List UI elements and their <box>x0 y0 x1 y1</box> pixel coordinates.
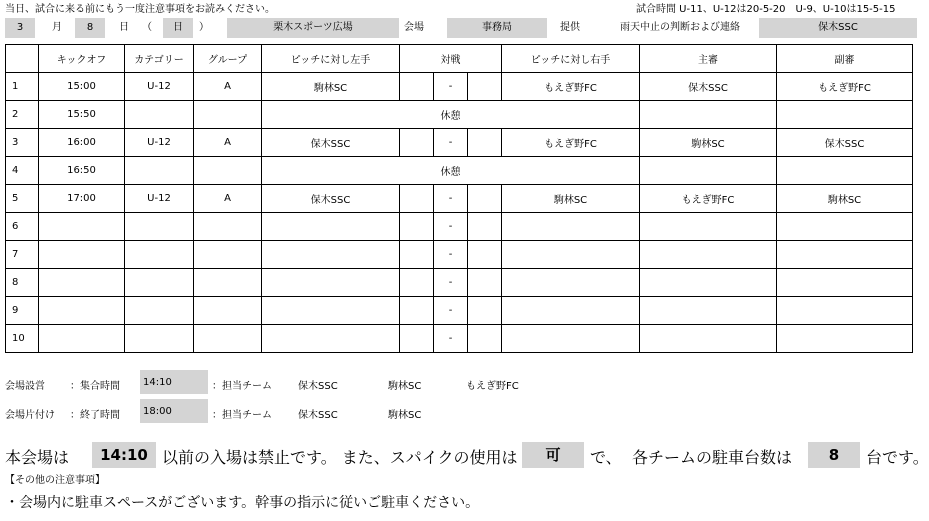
assistant-referee-cell <box>777 241 913 269</box>
row-number: 5 <box>6 185 39 213</box>
row-number: 4 <box>6 157 39 185</box>
left-score-cell <box>400 185 434 213</box>
kickoff-time <box>39 297 125 325</box>
right-score-cell <box>468 241 502 269</box>
notice-part3: で、 <box>590 448 622 467</box>
referee-cell <box>640 213 777 241</box>
setup-team-1: 保木SSC <box>298 381 338 392</box>
cleanup-time: 18:00 <box>143 406 172 417</box>
month-value: 3 <box>5 18 35 38</box>
left-team-cell <box>262 325 400 353</box>
group-cell: A <box>194 185 262 213</box>
month-label: 月 <box>52 22 62 33</box>
group-cell <box>194 241 262 269</box>
table-row <box>6 73 913 101</box>
setup-time-label: ：集合時間 <box>70 381 120 392</box>
header-cell-match: 対戦 <box>400 45 502 73</box>
header-cell-assistant-referee: 副審 <box>777 45 913 73</box>
header-cell-no <box>6 45 39 73</box>
setup-team-label: ：担当チーム <box>212 381 272 392</box>
left-team-cell <box>262 297 400 325</box>
versus-dash: - <box>434 129 468 157</box>
versus-dash: - <box>434 269 468 297</box>
table-row <box>6 297 913 325</box>
day-value: 8 <box>75 18 105 38</box>
left-score-cell <box>400 269 434 297</box>
left-team-cell: 保木SSC <box>262 185 400 213</box>
top-note-right: 試合時間 U-11、U-12は20-5-20 U-9、U-10は15-5-15 <box>636 4 896 15</box>
right-team-cell: もえぎ野FC <box>502 73 640 101</box>
row-number: 2 <box>6 101 39 129</box>
notice-part5: 台です。 <box>866 448 929 467</box>
left-score-cell <box>400 325 434 353</box>
group-cell: A <box>194 73 262 101</box>
row-number: 10 <box>6 325 39 353</box>
table-header-row <box>6 45 913 73</box>
right-team-cell: もえぎ野FC <box>502 129 640 157</box>
category-cell: U-12 <box>125 73 194 101</box>
left-team-cell <box>262 213 400 241</box>
table-row <box>6 185 913 213</box>
cleanup-team-1: 保木SSC <box>298 410 338 421</box>
right-score-cell <box>468 213 502 241</box>
right-score-cell <box>468 297 502 325</box>
setup-time: 14:10 <box>143 377 172 388</box>
category-cell <box>125 157 194 185</box>
table-row <box>6 157 913 185</box>
category-cell: U-12 <box>125 185 194 213</box>
left-score-cell <box>400 129 434 157</box>
spike-box: 可 <box>522 442 584 468</box>
break-label: 休憩 <box>262 157 640 185</box>
row-number: 6 <box>6 213 39 241</box>
weekday-value: 日 <box>163 18 193 38</box>
right-team-cell <box>502 269 640 297</box>
notice-part4: 各チームの駐車台数は <box>632 448 793 467</box>
cleanup-label: 会場片付け <box>5 410 55 421</box>
versus-dash: - <box>434 185 468 213</box>
left-score-cell <box>400 241 434 269</box>
assistant-referee-cell <box>777 325 913 353</box>
right-team-cell <box>502 213 640 241</box>
right-score-cell <box>468 269 502 297</box>
group-cell: A <box>194 129 262 157</box>
paren-open: （ <box>142 22 152 33</box>
assistant-referee-cell <box>777 213 913 241</box>
kickoff-time <box>39 269 125 297</box>
schedule-table <box>5 44 913 353</box>
kickoff-time: 17:00 <box>39 185 125 213</box>
header-cell-category: カテゴリー <box>125 45 194 73</box>
notice-part1: 本会場は <box>5 448 70 467</box>
right-team-cell <box>502 325 640 353</box>
left-team-cell: 駒林SC <box>262 73 400 101</box>
setup-team-3: もえぎ野FC <box>466 381 519 392</box>
row-number: 7 <box>6 241 39 269</box>
category-cell <box>125 269 194 297</box>
kickoff-time: 16:50 <box>39 157 125 185</box>
left-team-cell <box>262 241 400 269</box>
versus-dash: - <box>434 213 468 241</box>
category-cell <box>125 241 194 269</box>
left-team-cell: 保木SSC <box>262 129 400 157</box>
day-label: 日 <box>119 22 129 33</box>
row-number: 8 <box>6 269 39 297</box>
category-cell: U-12 <box>125 129 194 157</box>
versus-dash: - <box>434 241 468 269</box>
category-cell <box>125 297 194 325</box>
kickoff-time <box>39 325 125 353</box>
right-score-cell <box>468 129 502 157</box>
referee-cell: もえぎ野FC <box>640 185 777 213</box>
table-row <box>6 269 913 297</box>
header-cell-referee: 主審 <box>640 45 777 73</box>
header-cell-left-team: ピッチに対し左手 <box>262 45 400 73</box>
right-team-cell: 駒林SC <box>502 185 640 213</box>
assistant-referee-cell: 保木SSC <box>777 129 913 157</box>
other-notes-heading: 【その他の注意事項】 <box>5 475 105 486</box>
assistant-referee-cell <box>777 157 913 185</box>
header-cell-group: グループ <box>194 45 262 73</box>
entry-time-box: 14:10 <box>92 442 156 468</box>
rain-label: 雨天中止の判断および連絡 <box>620 22 740 33</box>
assistant-referee-cell: もえぎ野FC <box>777 73 913 101</box>
row-number: 3 <box>6 129 39 157</box>
group-cell <box>194 213 262 241</box>
cleanup-time-label: ：終了時間 <box>70 410 120 421</box>
header-cell-right-team: ピッチに対し右手 <box>502 45 640 73</box>
left-score-cell <box>400 73 434 101</box>
category-cell <box>125 213 194 241</box>
paren-close: ） <box>199 22 209 33</box>
referee-cell <box>640 325 777 353</box>
group-cell <box>194 101 262 129</box>
left-score-cell <box>400 213 434 241</box>
row-number: 1 <box>6 73 39 101</box>
referee-cell <box>640 297 777 325</box>
setup-team-2: 駒林SC <box>388 381 422 392</box>
header-cell-kickoff: キックオフ <box>39 45 125 73</box>
versus-dash: - <box>434 297 468 325</box>
referee-cell <box>640 101 777 129</box>
table-row <box>6 101 913 129</box>
assistant-referee-cell <box>777 297 913 325</box>
group-cell <box>194 325 262 353</box>
assistant-referee-cell <box>777 269 913 297</box>
kickoff-time <box>39 241 125 269</box>
table-row <box>6 241 913 269</box>
office-label: 事務局 <box>447 18 547 38</box>
group-cell <box>194 297 262 325</box>
table-row <box>6 129 913 157</box>
versus-dash: - <box>434 73 468 101</box>
kickoff-time <box>39 213 125 241</box>
assistant-referee-cell <box>777 101 913 129</box>
right-team-cell <box>502 241 640 269</box>
kickoff-time: 15:00 <box>39 73 125 101</box>
left-score-cell <box>400 297 434 325</box>
row-number: 9 <box>6 297 39 325</box>
group-cell <box>194 157 262 185</box>
rain-team: 保木SSC <box>759 18 917 38</box>
provide-label: 提供 <box>560 22 580 33</box>
other-note-text: ・会場内に駐車スペースがございます。幹事の指示に従いご駐車ください。 <box>5 495 480 511</box>
venue-name: 栗木スポーツ広場 <box>227 18 399 38</box>
kickoff-time: 16:00 <box>39 129 125 157</box>
header-row <box>5 18 927 38</box>
referee-cell <box>640 269 777 297</box>
assistant-referee-cell: 駒林SC <box>777 185 913 213</box>
group-cell <box>194 269 262 297</box>
referee-cell: 駒林SC <box>640 129 777 157</box>
right-team-cell <box>502 297 640 325</box>
referee-cell: 保木SSC <box>640 73 777 101</box>
table-row <box>6 213 913 241</box>
top-note-left: 当日、試合に来る前にもう一度注意事項をお読みください。 <box>5 4 275 15</box>
notice-part2: 以前の入場は禁止です。 また、スパイクの使用は <box>162 448 518 467</box>
table-row <box>6 325 913 353</box>
venue-label: 会場 <box>404 22 424 33</box>
category-cell <box>125 325 194 353</box>
referee-cell <box>640 157 777 185</box>
right-score-cell <box>468 185 502 213</box>
right-score-cell <box>468 325 502 353</box>
parking-box: 8 <box>808 442 860 468</box>
break-label: 休憩 <box>262 101 640 129</box>
kickoff-time: 15:50 <box>39 101 125 129</box>
cleanup-team-2: 駒林SC <box>388 410 422 421</box>
setup-label: 会場設営 <box>5 381 45 392</box>
category-cell <box>125 101 194 129</box>
left-team-cell <box>262 269 400 297</box>
right-score-cell <box>468 73 502 101</box>
referee-cell <box>640 241 777 269</box>
cleanup-team-label: ：担当チーム <box>212 410 272 421</box>
versus-dash: - <box>434 325 468 353</box>
